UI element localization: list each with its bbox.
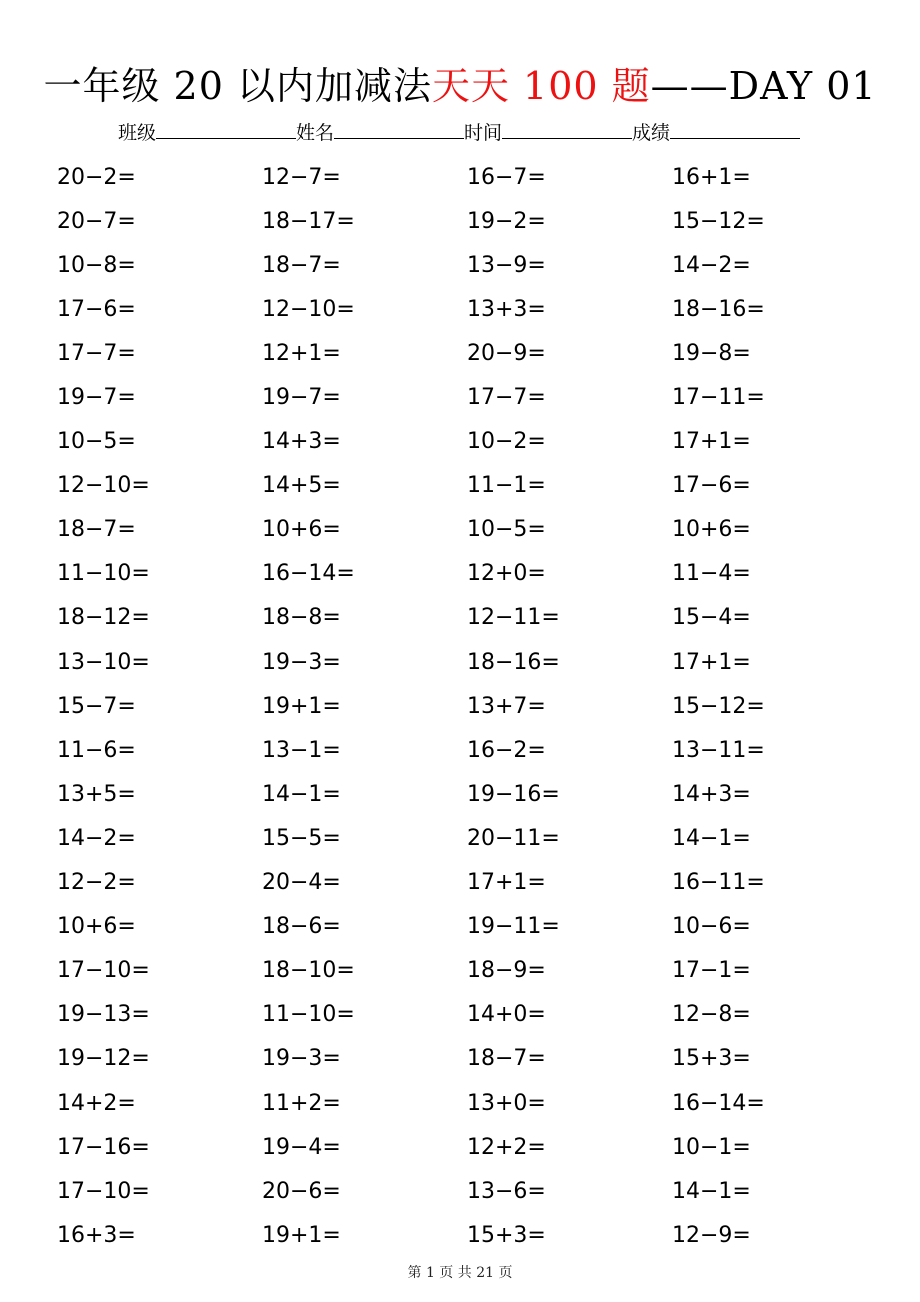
math-problem: 18−12= [57,605,150,631]
name-field [296,114,464,148]
math-problem: 19−16= [467,781,560,807]
math-problem: 13−6= [467,1178,546,1204]
math-problem: 12−7= [262,164,341,190]
math-problem: 16−14= [672,1090,765,1116]
math-problem: 10−5= [57,429,136,455]
math-problem: 13+3= [467,296,546,322]
math-problem: 19−3= [262,649,341,675]
score-field [632,114,800,148]
math-problem: 13−1= [262,737,341,763]
math-problem: 10−5= [467,517,546,543]
math-problem: 20−11= [467,825,560,851]
math-problem: 14−1= [672,1178,751,1204]
math-problem: 11−1= [467,473,546,499]
math-problem: 17−10= [57,1178,150,1204]
time-label: 时间 [464,122,503,144]
title-main: 一年级 20 以内加减法 [43,64,432,108]
math-problem: 19−7= [262,385,341,411]
math-problem: 11−4= [672,561,751,587]
math-problem: 12−10= [57,473,150,499]
math-problem: 19−13= [57,1002,150,1028]
math-problem: 20−4= [262,870,341,896]
math-problem: 18−16= [467,649,560,675]
class-label: 班级 [118,122,157,144]
math-problem: 17−16= [57,1134,150,1160]
math-problem: 20−7= [57,208,136,234]
math-problem: 17+1= [467,870,546,896]
student-info-row [118,114,838,148]
math-problem: 19−11= [467,914,560,940]
math-problem: 14+3= [672,781,751,807]
title-highlight: 天天 100 题 [431,64,651,108]
math-problem: 16−14= [262,561,355,587]
problem-grid [57,155,897,1257]
math-problem: 18−17= [262,208,355,234]
math-problem: 17+1= [672,429,751,455]
math-problem: 13−11= [672,737,765,763]
math-problem: 14+0= [467,1002,546,1028]
math-problem: 11+2= [262,1090,341,1116]
math-problem: 15−4= [672,605,751,631]
math-problem: 15+3= [467,1222,546,1248]
math-problem: 12−11= [467,605,560,631]
time-field [464,114,632,148]
score-blank-line[interactable] [670,114,800,139]
math-problem: 16−11= [672,870,765,896]
math-problem: 12+2= [467,1134,546,1160]
math-problem: 19−3= [262,1046,341,1072]
math-problem: 18−7= [467,1046,546,1072]
math-problem: 12−2= [57,870,136,896]
math-problem: 10−1= [672,1134,751,1160]
worksheet-title [0,58,920,114]
math-problem: 12−9= [672,1222,751,1248]
math-problem: 13+7= [467,693,546,719]
math-problem: 10+6= [672,517,751,543]
math-problem: 12+0= [467,561,546,587]
math-problem: 12−8= [672,1002,751,1028]
score-label: 成绩 [632,122,671,144]
page-footer: 第 1 页 共 21 页 [407,1265,513,1281]
math-problem: 20−9= [467,340,546,366]
name-blank-line[interactable] [334,114,464,139]
math-problem: 15−7= [57,693,136,719]
math-problem: 14+3= [262,429,341,455]
math-problem: 17+1= [672,649,751,675]
math-problem: 18−8= [262,605,341,631]
class-field [118,114,296,148]
math-problem: 14+2= [57,1090,136,1116]
math-problem: 10−2= [467,429,546,455]
math-problem: 17−7= [57,340,136,366]
math-problem: 19−4= [262,1134,341,1160]
math-problem: 11−6= [57,737,136,763]
math-problem: 19+1= [262,693,341,719]
math-problem: 16+3= [57,1222,136,1248]
math-problem: 19+1= [262,1222,341,1248]
math-problem: 19−12= [57,1046,150,1072]
math-problem: 17−6= [57,296,136,322]
math-problem: 15+3= [672,1046,751,1072]
math-problem: 15−12= [672,693,765,719]
math-problem: 12+1= [262,340,341,366]
math-problem: 10−8= [57,252,136,278]
math-problem: 18−10= [262,958,355,984]
math-problem: 13+5= [57,781,136,807]
math-problem: 18−16= [672,296,765,322]
math-problem: 16+1= [672,164,751,190]
math-problem: 13−9= [467,252,546,278]
math-problem: 18−6= [262,914,341,940]
math-problem: 20−2= [57,164,136,190]
math-problem: 20−6= [262,1178,341,1204]
math-problem: 15−12= [672,208,765,234]
time-blank-line[interactable] [502,114,632,139]
math-problem: 13−10= [57,649,150,675]
math-problem: 18−7= [57,517,136,543]
math-problem: 14−2= [57,825,136,851]
math-problem: 18−9= [467,958,546,984]
math-problem: 19−8= [672,340,751,366]
math-problem: 19−7= [57,385,136,411]
math-problem: 18−7= [262,252,341,278]
math-problem: 11−10= [57,561,150,587]
math-problem: 16−7= [467,164,546,190]
math-problem: 17−11= [672,385,765,411]
math-problem: 11−10= [262,1002,355,1028]
math-problem: 10+6= [262,517,341,543]
math-problem: 15−5= [262,825,341,851]
math-problem: 12−10= [262,296,355,322]
math-problem: 17−6= [672,473,751,499]
title-day: ——DAY 01 [650,64,877,108]
math-problem: 13+0= [467,1090,546,1116]
math-problem: 17−1= [672,958,751,984]
math-problem: 17−10= [57,958,150,984]
math-problem: 10−6= [672,914,751,940]
math-problem: 10+6= [57,914,136,940]
math-problem: 17−7= [467,385,546,411]
math-problem: 14+5= [262,473,341,499]
math-problem: 16−2= [467,737,546,763]
math-problem: 14−1= [262,781,341,807]
math-problem: 14−2= [672,252,751,278]
math-problem: 19−2= [467,208,546,234]
math-problem: 14−1= [672,825,751,851]
class-blank-line[interactable] [156,114,296,139]
name-label: 姓名 [296,122,335,144]
